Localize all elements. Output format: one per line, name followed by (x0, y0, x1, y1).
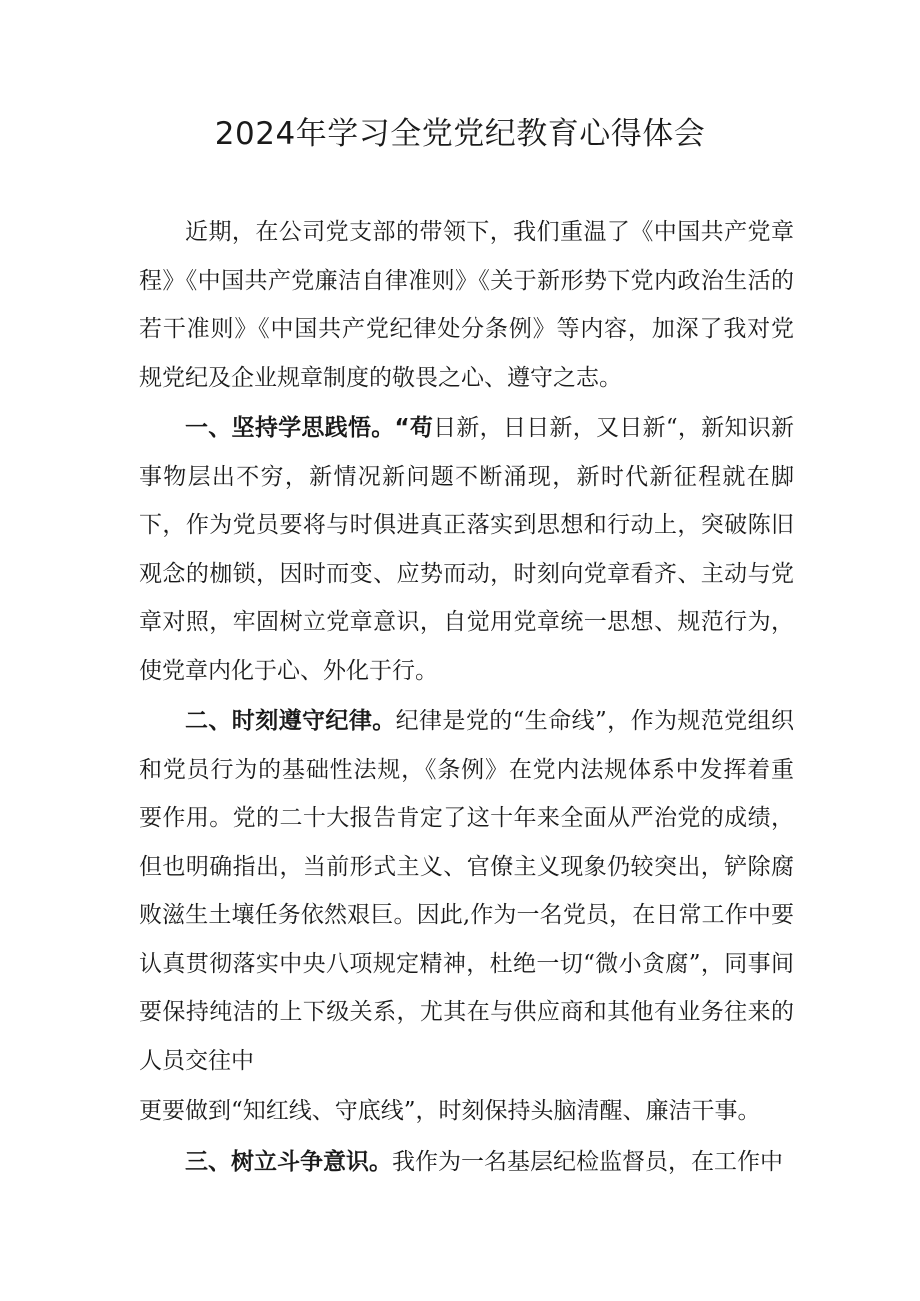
paragraph-section-2 (139, 697, 794, 1085)
paragraph-continuation (139, 1087, 794, 1136)
section-heading: 三、树立斗争意识。 (185, 1148, 392, 1175)
paragraph-intro (139, 208, 794, 402)
document-title: 2024年学习全党党纪教育心得体会 (214, 116, 706, 152)
document-body (139, 208, 794, 1188)
paragraph-text: 更要做到“知红线、守底线”，时刻保持头脑清醒、廉洁干事。 (139, 1098, 761, 1124)
section-heading: 二、时刻遵守纪律。 (185, 708, 396, 734)
section-heading: 一、坚持学思践悟。“苟 (185, 415, 434, 441)
paragraph-text: 我作为一名基层纪检监督员，在工作中 (392, 1148, 783, 1175)
paragraph-text: 近期，在公司党支部的带领下，我们重温了《中国共产党章程》《中国共产党廉洁自律准则》《关于新形势下党内政治生活的若干准则》《中国共产党纪律处分条例》等内容，加深了我对党规党纪及企业规章制度的敬畏之心、遵守之志。 (139, 219, 794, 391)
paragraph-section-3 (139, 1138, 794, 1187)
paragraph-section-1 (139, 404, 794, 695)
paragraph-text: 日新，日日新，又日新“，新知识新事物层出不穷，新情况新问题不断涌现，新时代新征程就在脚下，作为党员要将与时俱进真正落实到思想和行动上，突破陈旧观念的枷锁，因时而变、应势而动，时刻向党章看齐、主动与党章对照，牢固树立党章意识，自觉用党章统一思想、规范行为，使党章内化于心、外化于行。 (139, 415, 794, 684)
paragraph-text: 纪律是党的“生命线”，作为规范党组织和党员行为的基础性法规，《条例》在党内法规体系中发挥着重要作用。党的二十大报告肯定了这十年来全面从严治党的成绩，但也明确指出，当前形式主义、官僚主义现象仍较突出，铲除腐败滋生土壤任务依然艰巨。因此,作为一名党员，在日常工作中要认真贯彻落实中央八项规定精神，杜绝一切“微小贪腐”，同事间要保持纯洁的上下级关系，尤其在与供应商和其他有业务往来的人员交往中 (139, 708, 794, 1074)
